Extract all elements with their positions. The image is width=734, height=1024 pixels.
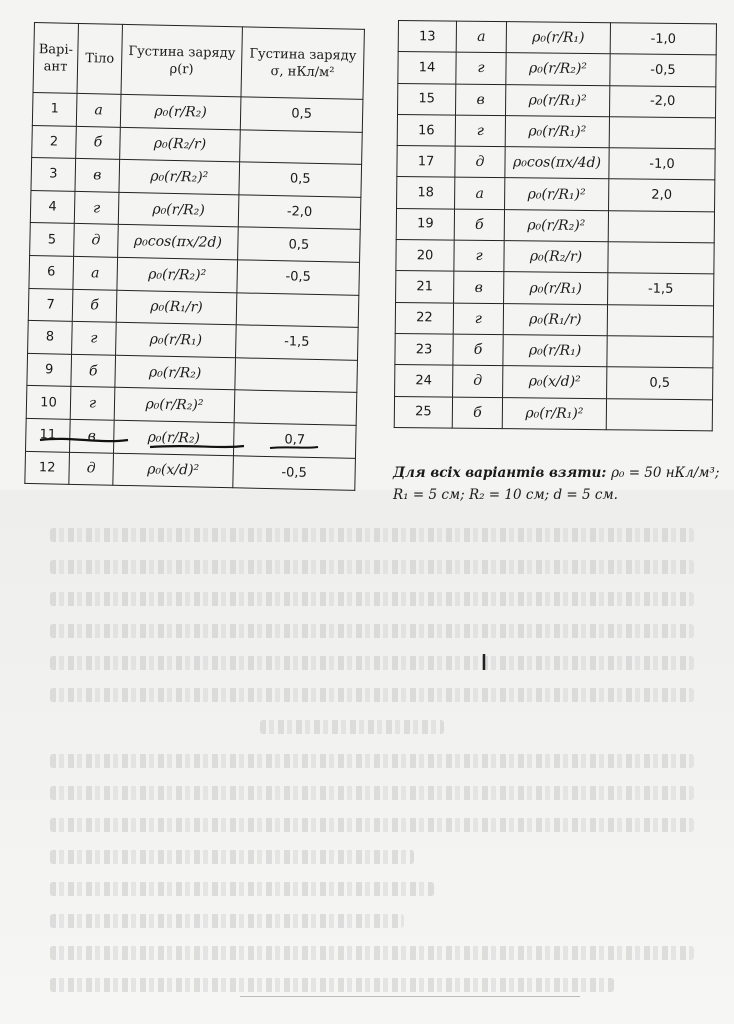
table-row bbox=[397, 177, 715, 212]
density-cell: ρ₀(r/R₁)² bbox=[502, 397, 606, 429]
table-header-row bbox=[33, 23, 364, 100]
sigma-cell: -0,5 bbox=[610, 54, 716, 86]
ghost-text-line bbox=[50, 882, 434, 896]
variant-cell: 22 bbox=[395, 302, 453, 334]
density-cell: ρ₀(r/R₂)² bbox=[119, 160, 240, 195]
variant-cell: 19 bbox=[396, 208, 454, 240]
variant-cell: 18 bbox=[397, 177, 455, 209]
variant-cell: 20 bbox=[396, 240, 454, 272]
density-cell: ρ₀(r/R₁) bbox=[504, 272, 608, 304]
sigma-cell: 0,5 bbox=[607, 367, 713, 399]
density-cell: ρ₀(r/R₁)² bbox=[505, 178, 609, 210]
body-cell: д bbox=[453, 365, 503, 397]
body-cell: д bbox=[74, 224, 119, 258]
header-volume-density: Густина заряду ρ(r) bbox=[121, 24, 242, 96]
body-cell: а bbox=[456, 21, 506, 53]
body-cell: д bbox=[69, 452, 114, 486]
table-row bbox=[396, 240, 714, 275]
note-values: ρ₀ = 50 нКл/м³; R₁ = 5 см; R₂ = 10 см; d = 5 см. bbox=[393, 465, 720, 503]
variant-cell: 11 bbox=[26, 418, 71, 452]
ghost-text-line bbox=[50, 592, 694, 606]
sigma-cell: 0,5 bbox=[238, 227, 361, 262]
density-cell: ρ₀(r/R₁) bbox=[116, 322, 237, 357]
sigma-cell: -2,0 bbox=[609, 85, 715, 117]
sigma-cell bbox=[607, 304, 713, 336]
body-cell: а bbox=[76, 93, 121, 127]
sigma-cell: 0,5 bbox=[239, 162, 362, 197]
body-cell: д bbox=[455, 146, 505, 178]
sigma-cell: -0,5 bbox=[237, 260, 360, 295]
ghost-text-line bbox=[50, 624, 694, 638]
body-cell: г bbox=[72, 322, 117, 356]
sigma-cell: 0,5 bbox=[240, 97, 363, 132]
table-row bbox=[396, 208, 714, 243]
header-surface-density: Густина заряду σ, нКл/м² bbox=[241, 27, 364, 100]
sigma-cell bbox=[236, 292, 359, 327]
variant-cell: 9 bbox=[27, 353, 72, 387]
ghost-text-line bbox=[50, 754, 694, 768]
variant-cell: 5 bbox=[30, 223, 75, 257]
table-row bbox=[398, 21, 716, 56]
variant-cell: 6 bbox=[29, 255, 74, 289]
density-cell: ρ₀(R₂/r) bbox=[120, 127, 241, 162]
density-cell: ρ₀(x/d)² bbox=[113, 453, 234, 488]
sigma-cell: 2,0 bbox=[609, 179, 715, 211]
variant-cell: 13 bbox=[398, 21, 456, 53]
density-cell: ρ₀(r/R₂)² bbox=[114, 388, 235, 423]
variant-cell: 15 bbox=[398, 83, 456, 115]
density-cell: ρ₀(r/R₂) bbox=[118, 192, 239, 227]
general-parameters-note bbox=[393, 462, 723, 506]
table-row bbox=[396, 271, 714, 306]
body-cell: г bbox=[456, 52, 506, 84]
variant-cell: 1 bbox=[32, 92, 77, 126]
variant-cell: 14 bbox=[398, 52, 456, 84]
variant-cell: 25 bbox=[394, 396, 452, 428]
body-cell: а bbox=[455, 178, 505, 210]
density-cell: ρ₀(r/R₁) bbox=[503, 335, 607, 367]
variant-cell: 17 bbox=[397, 146, 455, 178]
density-cell: ρ₀(r/R₂) bbox=[113, 420, 234, 455]
density-cell: ρ₀(r/R₁) bbox=[506, 22, 610, 54]
table-row bbox=[398, 52, 716, 87]
ghost-text-line bbox=[50, 946, 694, 960]
body-cell: г bbox=[70, 387, 115, 421]
ghost-text-line bbox=[50, 914, 404, 928]
body-cell: б bbox=[71, 354, 116, 388]
sigma-cell: -1,5 bbox=[236, 325, 359, 360]
sigma-cell bbox=[234, 390, 357, 425]
header-variant: Варі-ант bbox=[33, 23, 78, 94]
table-row bbox=[394, 396, 712, 431]
table-row bbox=[395, 365, 713, 400]
table-row bbox=[397, 146, 715, 181]
body-cell: б bbox=[454, 209, 504, 241]
ghost-text-line bbox=[50, 978, 614, 992]
body-cell: б bbox=[72, 289, 117, 323]
sigma-cell bbox=[240, 129, 363, 164]
sigma-cell: -1,5 bbox=[608, 273, 714, 305]
variant-cell: 10 bbox=[26, 386, 71, 420]
sigma-cell bbox=[607, 336, 713, 368]
ghost-text-line bbox=[50, 818, 694, 832]
body-cell: в bbox=[456, 84, 506, 116]
body-cell: г bbox=[453, 303, 503, 335]
sigma-cell: -0,5 bbox=[233, 455, 356, 490]
table-row bbox=[395, 333, 713, 368]
variant-cell: 21 bbox=[396, 271, 454, 303]
sigma-cell bbox=[608, 242, 714, 274]
density-cell: ρ₀(R₁/r) bbox=[116, 290, 237, 325]
density-cell: ρ₀(r/R₂) bbox=[115, 355, 236, 390]
ghost-text-line bbox=[50, 850, 414, 864]
variant-cell: 8 bbox=[28, 321, 73, 355]
sigma-cell bbox=[608, 210, 714, 242]
sigma-cell bbox=[609, 117, 715, 149]
density-cell: ρ₀(r/R₁)² bbox=[505, 116, 609, 148]
variants-table-right bbox=[394, 20, 717, 431]
table-row bbox=[395, 302, 713, 337]
body-cell: в bbox=[70, 419, 115, 453]
body-cell: б bbox=[452, 397, 502, 429]
table-row bbox=[25, 451, 356, 490]
variant-cell: 2 bbox=[32, 125, 77, 159]
body-cell: г bbox=[455, 115, 505, 147]
body-cell: г bbox=[454, 240, 504, 272]
density-cell: ρ₀(R₂/r) bbox=[504, 241, 608, 273]
body-cell: в bbox=[75, 159, 120, 193]
ghost-text-line bbox=[260, 720, 444, 734]
header-body: Тіло bbox=[77, 23, 122, 94]
ghost-text-line bbox=[50, 528, 694, 542]
body-cell: а bbox=[73, 256, 118, 290]
density-cell: ρ₀cos(πx/4d) bbox=[505, 147, 609, 179]
sigma-cell: 0,7 bbox=[233, 423, 356, 458]
sigma-cell bbox=[606, 398, 712, 430]
body-cell: б bbox=[453, 334, 503, 366]
variant-cell: 24 bbox=[395, 365, 453, 397]
density-cell: ρ₀(r/R₂) bbox=[120, 94, 241, 129]
ghost-text-line bbox=[50, 560, 694, 574]
note-lead: Для всіх варіантів взяти: bbox=[393, 465, 607, 481]
variant-cell: 4 bbox=[30, 190, 75, 224]
sigma-cell bbox=[235, 358, 358, 393]
variant-cell: 7 bbox=[28, 288, 73, 322]
density-cell: ρ₀(R₁/r) bbox=[503, 303, 607, 335]
sigma-cell: -2,0 bbox=[238, 195, 361, 230]
variants-table-left bbox=[24, 22, 365, 491]
body-cell: в bbox=[454, 271, 504, 303]
density-cell: ρ₀(r/R₂)² bbox=[504, 209, 608, 241]
variant-cell: 12 bbox=[25, 451, 70, 485]
table-row bbox=[397, 114, 715, 149]
density-cell: ρ₀(r/R₂)² bbox=[117, 257, 238, 292]
density-cell: ρ₀(x/d)² bbox=[503, 366, 607, 398]
divider bbox=[240, 996, 580, 997]
density-cell: ρ₀(r/R₁)² bbox=[506, 84, 610, 116]
variant-cell: 23 bbox=[395, 333, 453, 365]
variant-cell: 3 bbox=[31, 158, 76, 192]
ghost-text-line bbox=[50, 656, 694, 670]
ghost-text-line bbox=[50, 688, 694, 702]
variant-cell: 16 bbox=[397, 114, 455, 146]
body-cell: б bbox=[76, 126, 121, 160]
sigma-cell: -1,0 bbox=[609, 148, 715, 180]
ghost-text-line bbox=[50, 786, 694, 800]
density-cell: ρ₀cos(πx/2d) bbox=[118, 225, 239, 260]
sigma-cell: -1,0 bbox=[610, 23, 716, 55]
body-cell: г bbox=[74, 191, 119, 225]
density-cell: ρ₀(r/R₂)² bbox=[506, 53, 610, 85]
table-row bbox=[398, 83, 716, 118]
